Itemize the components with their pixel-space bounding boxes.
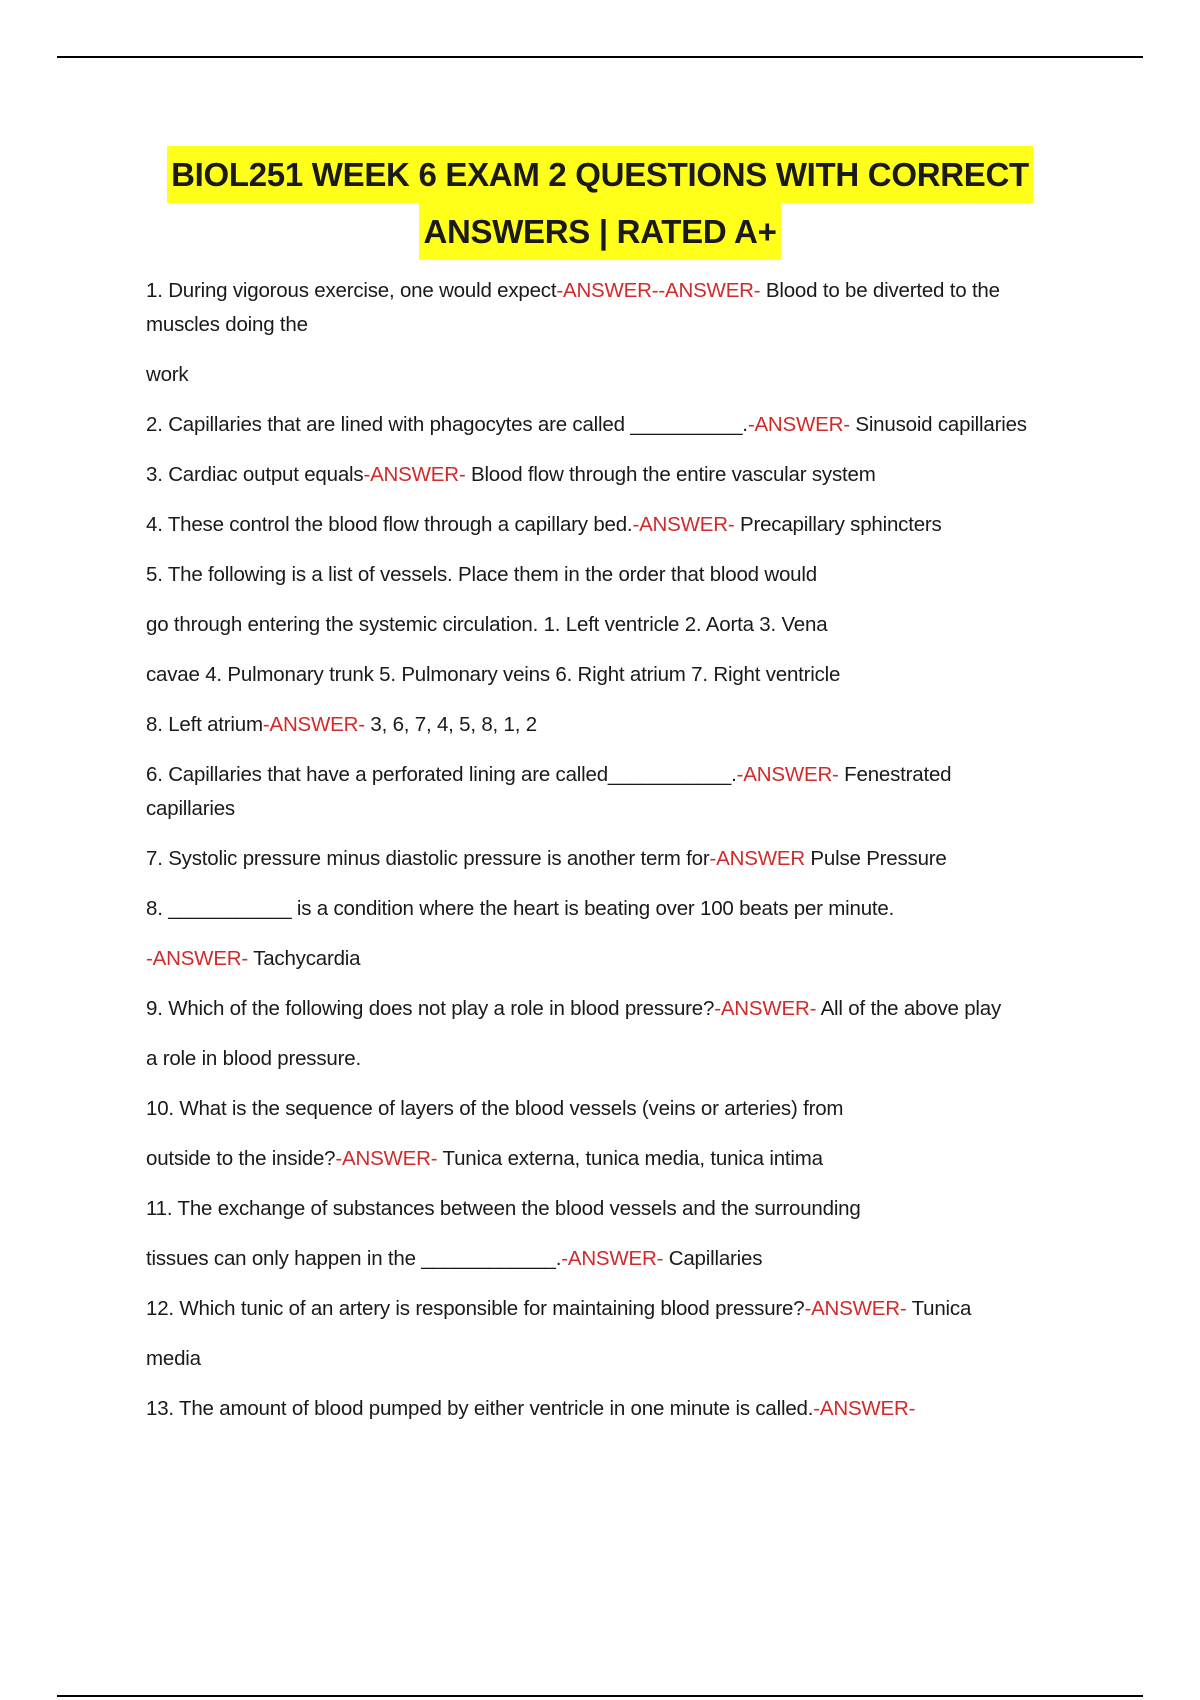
answer-tag: -ANSWER xyxy=(709,847,805,870)
text-line: go through entering the systemic circulation. 1. Left ventricle 2. Aorta 3. Vena xyxy=(146,613,828,636)
text-line: 12. Which tunic of an artery is responsible for maintaining blood pressure?-ANSWER- Tunica xyxy=(146,1297,972,1320)
text-line: 10. What is the sequence of layers of the blood vessels (veins or arteries) from xyxy=(146,1097,844,1120)
text-line: 7. Systolic pressure minus diastolic pressure is another term for-ANSWER Pulse Pressure xyxy=(146,847,947,870)
text-line: 9. Which of the following does not play a role in blood pressure?-ANSWER- All of the above play xyxy=(146,997,1002,1020)
text-line: 4. These control the blood flow through a capillary bed.-ANSWER- Precapillary sphincters xyxy=(146,513,942,536)
answer-tag: -ANSWER- xyxy=(813,1397,916,1420)
top-rule xyxy=(57,56,1143,58)
text-line: 3. Cardiac output equals-ANSWER- Blood flow through the entire vascular system xyxy=(146,463,876,486)
answer-tag: -ANSWER--ANSWER- xyxy=(556,279,761,302)
document-title xyxy=(0,146,1200,260)
text-line: capillaries xyxy=(146,797,235,820)
answer-tag: -ANSWER- xyxy=(146,947,249,970)
title-line-1: BIOL251 WEEK 6 EXAM 2 QUESTIONS WITH CORRECT xyxy=(167,146,1033,203)
text-line: -ANSWER- Tachycardia xyxy=(146,947,361,970)
text-line: cavae 4. Pulmonary trunk 5. Pulmonary veins 6. Right atrium 7. Right ventricle xyxy=(146,663,841,686)
text-line: 6. Capillaries that have a perforated lining are called___________.-ANSWER- Fenestrated xyxy=(146,763,952,786)
text-line: 8. ___________ is a condition where the heart is beating over 100 beats per minute. xyxy=(146,897,895,920)
answer-tag: -ANSWER- xyxy=(561,1247,664,1270)
answer-tag: -ANSWER- xyxy=(747,413,850,436)
text-line: 13. The amount of blood pumped by either ventricle in one minute is called.-ANSWER- xyxy=(146,1397,916,1420)
answer-tag: -ANSWER- xyxy=(804,1297,907,1320)
text-line: muscles doing the xyxy=(146,313,308,336)
answer-tag: -ANSWER- xyxy=(736,763,839,786)
title-line-2: ANSWERS | RATED A+ xyxy=(419,203,780,260)
text-line: 11. The exchange of substances between the blood vessels and the surrounding xyxy=(146,1197,861,1220)
bottom-rule xyxy=(57,1695,1143,1697)
text-line: 8. Left atrium-ANSWER- 3, 6, 7, 4, 5, 8, 1, 2 xyxy=(146,713,537,736)
answer-tag: -ANSWER- xyxy=(714,997,817,1020)
text-line: outside to the inside?-ANSWER- Tunica externa, tunica media, tunica intima xyxy=(146,1147,823,1170)
answer-tag: -ANSWER- xyxy=(632,513,735,536)
answer-tag: -ANSWER- xyxy=(335,1147,438,1170)
text-line: 1. During vigorous exercise, one would expect-ANSWER--ANSWER- Blood to be diverted to the xyxy=(146,279,1000,302)
answer-tag: -ANSWER- xyxy=(262,713,365,736)
text-line: work xyxy=(146,363,189,386)
text-line: media xyxy=(146,1347,201,1370)
document-body xyxy=(146,274,1146,1426)
answer-tag: -ANSWER- xyxy=(363,463,466,486)
text-line: tissues can only happen in the ____________.-ANSWER- Capillaries xyxy=(146,1247,763,1270)
text-line: 5. The following is a list of vessels. Place them in the order that blood would xyxy=(146,563,817,586)
text-line: 2. Capillaries that are lined with phagocytes are called __________.-ANSWER- Sinusoid capillaries xyxy=(146,413,1027,436)
text-line: a role in blood pressure. xyxy=(146,1047,361,1070)
